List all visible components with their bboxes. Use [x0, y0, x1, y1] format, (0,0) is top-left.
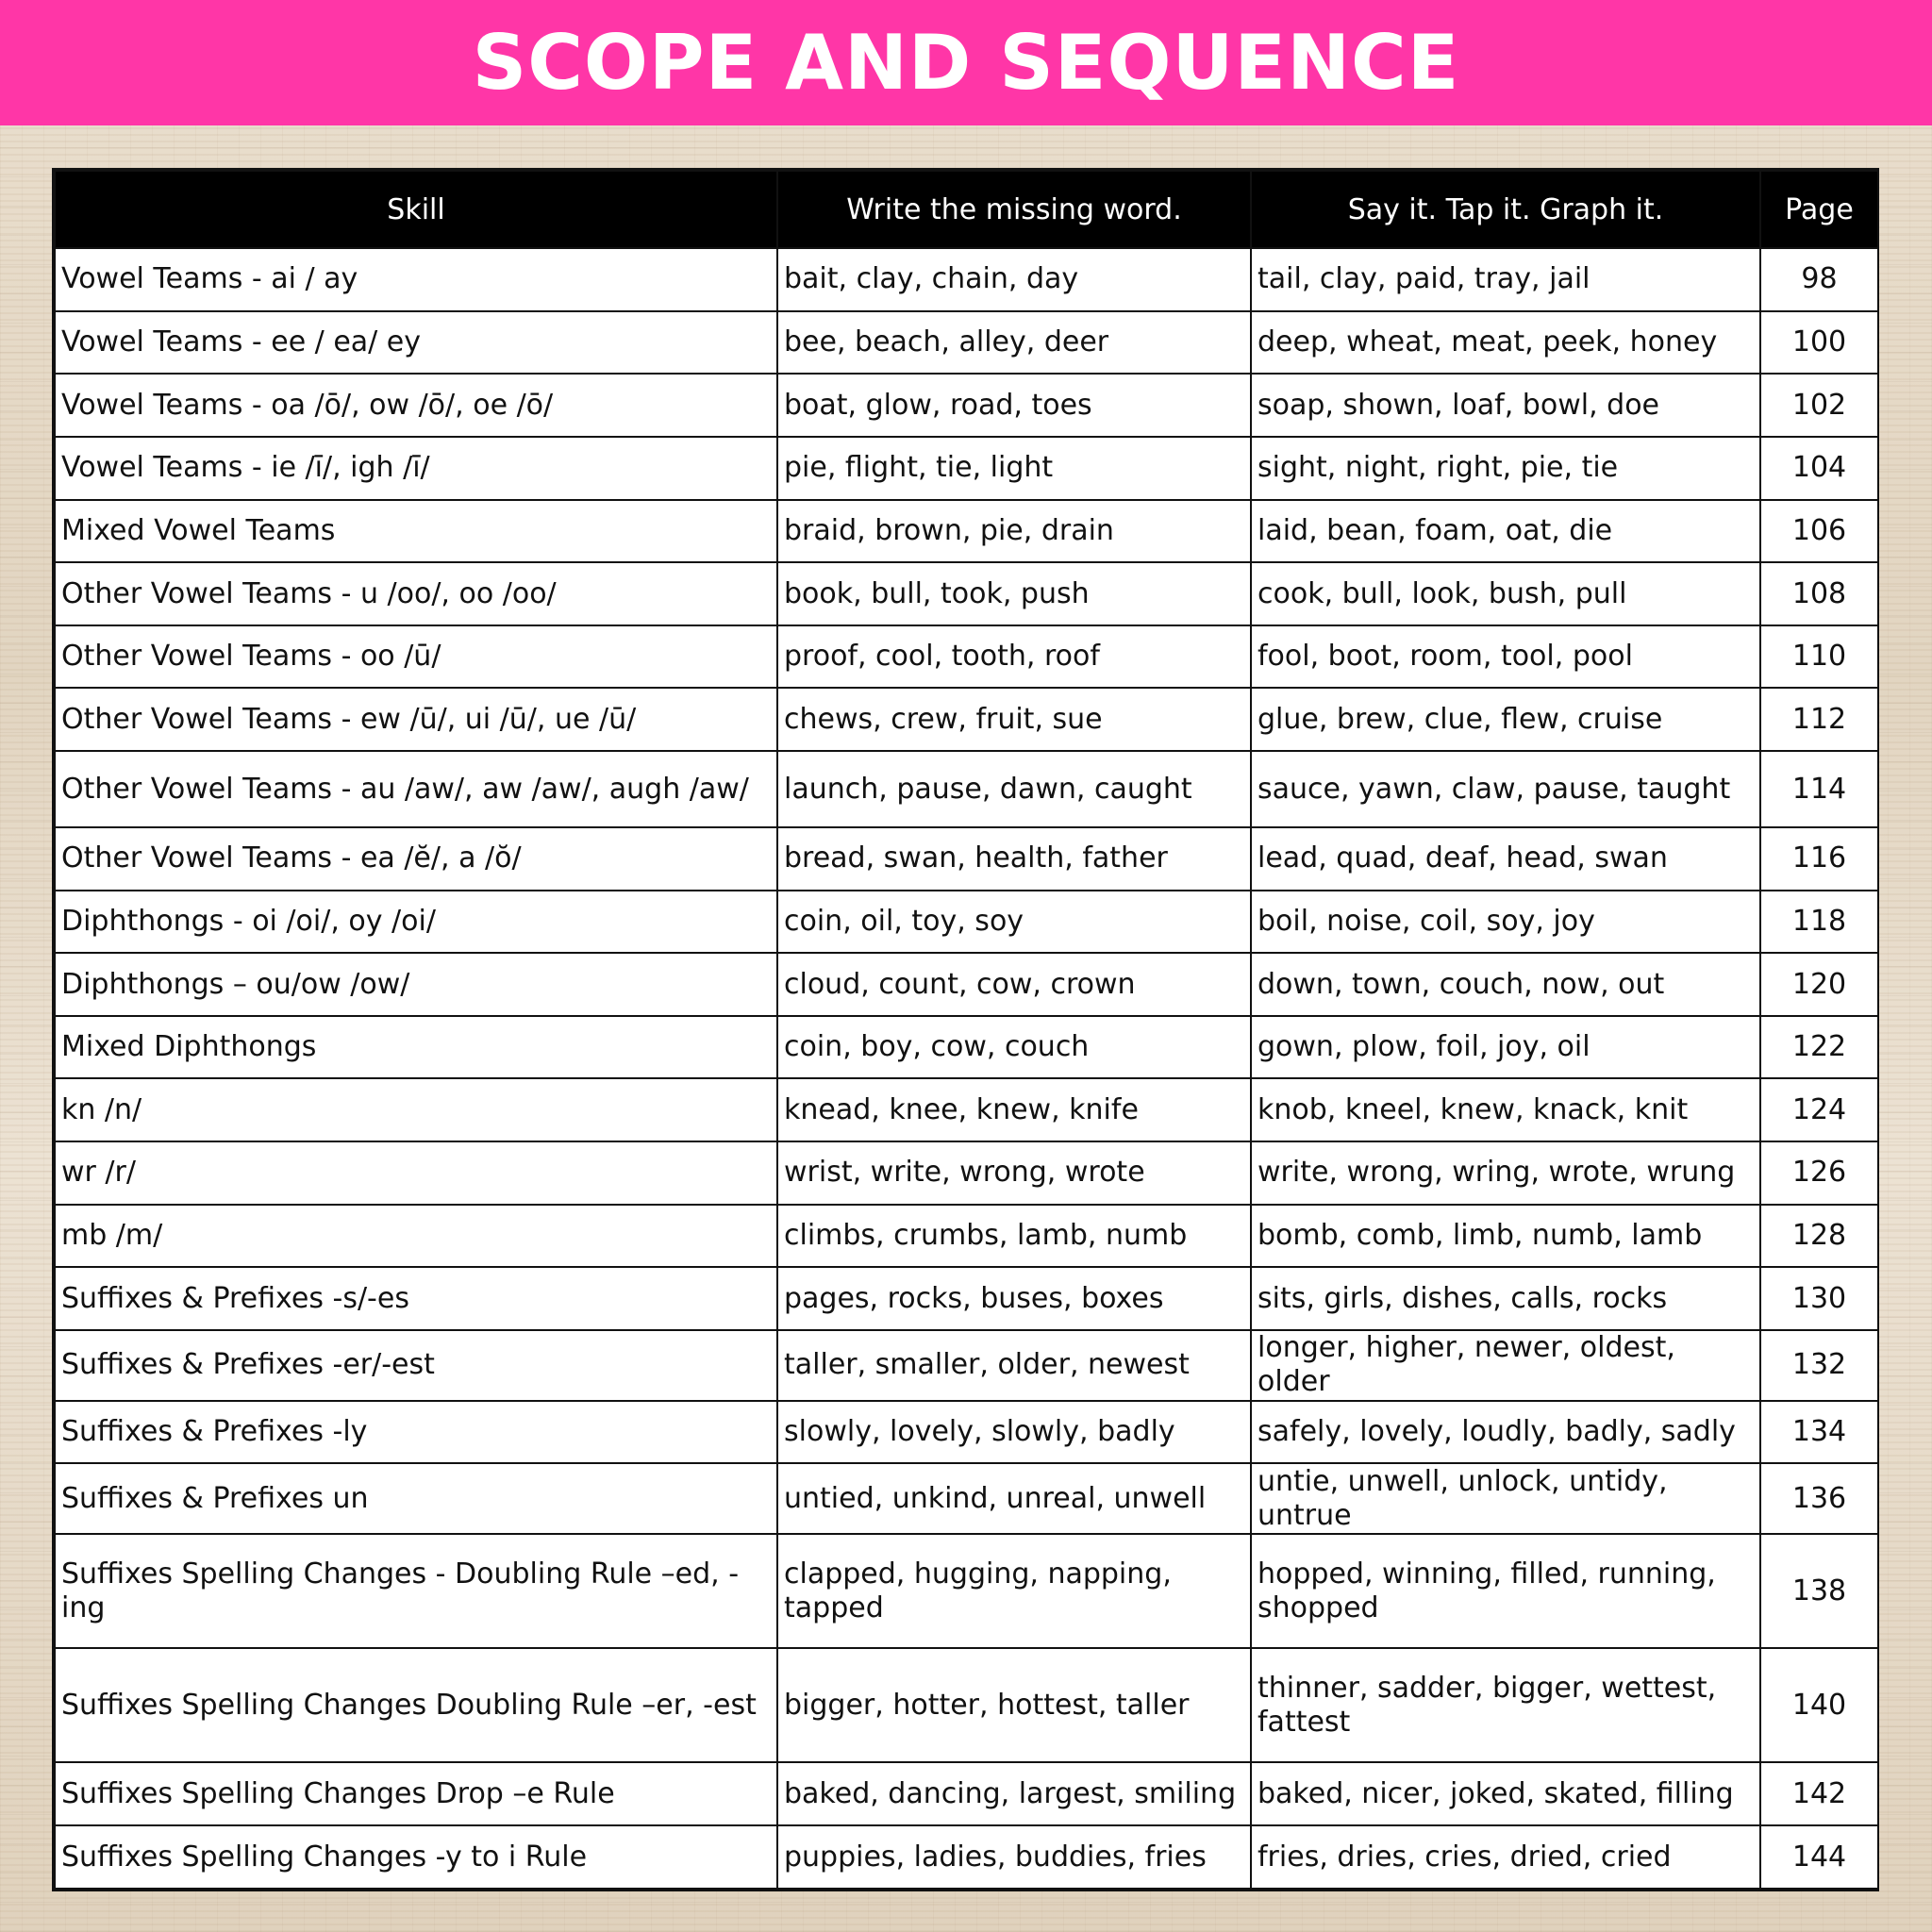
graph-cell: hopped, winning, filled, running, shopped	[1251, 1534, 1760, 1648]
table-row	[55, 311, 1878, 375]
table-row	[55, 827, 1878, 891]
page-cell: 104	[1760, 437, 1878, 500]
graph-cell: down, town, couch, now, out	[1251, 953, 1760, 1016]
table-row	[55, 1401, 1878, 1464]
page-cell: 114	[1760, 751, 1878, 827]
missing-word-cell: bread, swan, health, father	[777, 827, 1251, 891]
skill-cell: Other Vowel Teams - au /aw/, aw /aw/, augh /aw/	[55, 751, 777, 827]
graph-cell: thinner, sadder, bigger, wettest, fattest	[1251, 1648, 1760, 1762]
skill-cell: Vowel Teams - ie /ī/, igh /ī/	[55, 437, 777, 500]
header-skill: Skill	[55, 171, 777, 248]
missing-word-cell: bait, clay, chain, day	[777, 248, 1251, 311]
graph-cell: longer, higher, newer, oldest, older	[1251, 1330, 1760, 1401]
missing-word-cell: cloud, count, cow, crown	[777, 953, 1251, 1016]
missing-word-cell: pages, rocks, buses, boxes	[777, 1267, 1251, 1330]
page-cell: 144	[1760, 1825, 1878, 1889]
table-row	[55, 374, 1878, 437]
page-cell: 142	[1760, 1762, 1878, 1825]
skill-cell: Vowel Teams - ee / ea/ ey	[55, 311, 777, 375]
graph-cell: fries, dries, cries, dried, cried	[1251, 1825, 1760, 1889]
missing-word-cell: puppies, ladies, buddies, fries	[777, 1825, 1251, 1889]
table-row	[55, 1205, 1878, 1268]
graph-cell: knob, kneel, knew, knack, knit	[1251, 1078, 1760, 1141]
skill-cell: Other Vowel Teams - u /oo/, oo /oo/	[55, 562, 777, 625]
graph-cell: untie, unwell, unlock, untidy, untrue	[1251, 1463, 1760, 1534]
graph-cell: deep, wheat, meat, peek, honey	[1251, 311, 1760, 375]
skill-cell: Other Vowel Teams - ew /ū/, ui /ū/, ue /ū/	[55, 688, 777, 751]
page-cell: 106	[1760, 500, 1878, 563]
skill-cell: Suffixes Spelling Changes -y to i Rule	[55, 1825, 777, 1889]
title-banner	[0, 0, 1932, 125]
missing-word-cell: taller, smaller, older, newest	[777, 1330, 1251, 1401]
skill-cell: Vowel Teams - ai / ay	[55, 248, 777, 311]
header-write-missing-word: Write the missing word.	[777, 171, 1251, 248]
table-row	[55, 1078, 1878, 1141]
missing-word-cell: climbs, crumbs, lamb, numb	[777, 1205, 1251, 1268]
graph-cell: sight, night, right, pie, tie	[1251, 437, 1760, 500]
skill-cell: wr /r/	[55, 1141, 777, 1205]
table-row	[55, 688, 1878, 751]
graph-cell: safely, lovely, loudly, badly, sadly	[1251, 1401, 1760, 1464]
missing-word-cell: slowly, lovely, slowly, badly	[777, 1401, 1251, 1464]
graph-cell: gown, plow, foil, joy, oil	[1251, 1016, 1760, 1079]
missing-word-cell: boat, glow, road, toes	[777, 374, 1251, 437]
table-row	[55, 1762, 1878, 1825]
page-cell: 108	[1760, 562, 1878, 625]
missing-word-cell: coin, boy, cow, couch	[777, 1016, 1251, 1079]
table-row	[55, 500, 1878, 563]
page-cell: 124	[1760, 1078, 1878, 1141]
graph-cell: baked, nicer, joked, skated, filling	[1251, 1762, 1760, 1825]
skill-cell: Suffixes & Prefixes -er/-est	[55, 1330, 777, 1401]
page-cell: 116	[1760, 827, 1878, 891]
table-row	[55, 1267, 1878, 1330]
graph-cell: boil, noise, coil, soy, joy	[1251, 891, 1760, 954]
table-row	[55, 1330, 1878, 1401]
page-cell: 134	[1760, 1401, 1878, 1464]
page-cell: 138	[1760, 1534, 1878, 1648]
page-cell: 112	[1760, 688, 1878, 751]
skill-cell: Suffixes & Prefixes un	[55, 1463, 777, 1534]
missing-word-cell: bee, beach, alley, deer	[777, 311, 1251, 375]
skill-cell: Diphthongs – ou/ow /ow/	[55, 953, 777, 1016]
table-row	[55, 891, 1878, 954]
skill-cell: Suffixes Spelling Changes - Doubling Rule –ed, -ing	[55, 1534, 777, 1648]
table-row	[55, 1141, 1878, 1205]
missing-word-cell: proof, cool, tooth, roof	[777, 625, 1251, 689]
header-say-tap-graph: Say it. Tap it. Graph it.	[1251, 171, 1760, 248]
graph-cell: lead, quad, deaf, head, swan	[1251, 827, 1760, 891]
graph-cell: sits, girls, dishes, calls, rocks	[1251, 1267, 1760, 1330]
skill-cell: Suffixes & Prefixes -ly	[55, 1401, 777, 1464]
page-cell: 130	[1760, 1267, 1878, 1330]
page-cell: 98	[1760, 248, 1878, 311]
graph-cell: write, wrong, wring, wrote, wrung	[1251, 1141, 1760, 1205]
graph-cell: sauce, yawn, claw, pause, taught	[1251, 751, 1760, 827]
table-row	[55, 625, 1878, 689]
skill-cell: Vowel Teams - oa /ō/, ow /ō/, oe /ō/	[55, 374, 777, 437]
skill-cell: Other Vowel Teams - oo /ū/	[55, 625, 777, 689]
page-cell: 122	[1760, 1016, 1878, 1079]
skill-cell: mb /m/	[55, 1205, 777, 1268]
skill-cell: kn /n/	[55, 1078, 777, 1141]
graph-cell: fool, boot, room, tool, pool	[1251, 625, 1760, 689]
table-row	[55, 1648, 1878, 1762]
missing-word-cell: coin, oil, toy, soy	[777, 891, 1251, 954]
skill-cell: Mixed Diphthongs	[55, 1016, 777, 1079]
header-page: Page	[1760, 171, 1878, 248]
table-row	[55, 562, 1878, 625]
missing-word-cell: baked, dancing, largest, smiling	[777, 1762, 1251, 1825]
graph-cell: cook, bull, look, bush, pull	[1251, 562, 1760, 625]
page-cell: 118	[1760, 891, 1878, 954]
missing-word-cell: clapped, hugging, napping, tapped	[777, 1534, 1251, 1648]
table-row	[55, 1016, 1878, 1079]
missing-word-cell: bigger, hotter, hottest, taller	[777, 1648, 1251, 1762]
graph-cell: glue, brew, clue, flew, cruise	[1251, 688, 1760, 751]
table-row	[55, 437, 1878, 500]
page-cell: 100	[1760, 311, 1878, 375]
header-row	[55, 171, 1878, 248]
table-row	[55, 1463, 1878, 1534]
page-cell: 110	[1760, 625, 1878, 689]
graph-cell: laid, bean, foam, oat, die	[1251, 500, 1760, 563]
skill-cell: Diphthongs - oi /oi/, oy /oi/	[55, 891, 777, 954]
missing-word-cell: pie, flight, tie, light	[777, 437, 1251, 500]
table-row	[55, 1825, 1878, 1889]
missing-word-cell: launch, pause, dawn, caught	[777, 751, 1251, 827]
graph-cell: tail, clay, paid, tray, jail	[1251, 248, 1760, 311]
skill-cell: Other Vowel Teams - ea /ĕ/, a /ŏ/	[55, 827, 777, 891]
missing-word-cell: knead, knee, knew, knife	[777, 1078, 1251, 1141]
skills-table	[54, 170, 1879, 1890]
page-cell: 126	[1760, 1141, 1878, 1205]
skill-cell: Suffixes & Prefixes -s/-es	[55, 1267, 777, 1330]
table-row	[55, 248, 1878, 311]
page-title: SCOPE AND SEQUENCE	[472, 18, 1460, 107]
missing-word-cell: chews, crew, fruit, sue	[777, 688, 1251, 751]
page-cell: 128	[1760, 1205, 1878, 1268]
graph-cell: bomb, comb, limb, numb, lamb	[1251, 1205, 1760, 1268]
skill-cell: Suffixes Spelling Changes Drop –e Rule	[55, 1762, 777, 1825]
graph-cell: soap, shown, loaf, bowl, doe	[1251, 374, 1760, 437]
page-cell: 140	[1760, 1648, 1878, 1762]
missing-word-cell: book, bull, took, push	[777, 562, 1251, 625]
table-row	[55, 1534, 1878, 1648]
table-row	[55, 953, 1878, 1016]
scope-sequence-table	[52, 168, 1879, 1891]
missing-word-cell: braid, brown, pie, drain	[777, 500, 1251, 563]
table-row	[55, 751, 1878, 827]
page-cell: 102	[1760, 374, 1878, 437]
page-cell: 132	[1760, 1330, 1878, 1401]
missing-word-cell: untied, unkind, unreal, unwell	[777, 1463, 1251, 1534]
skill-cell: Mixed Vowel Teams	[55, 500, 777, 563]
skill-cell: Suffixes Spelling Changes Doubling Rule –er, -est	[55, 1648, 777, 1762]
page-cell: 120	[1760, 953, 1878, 1016]
missing-word-cell: wrist, write, wrong, wrote	[777, 1141, 1251, 1205]
page-cell: 136	[1760, 1463, 1878, 1534]
